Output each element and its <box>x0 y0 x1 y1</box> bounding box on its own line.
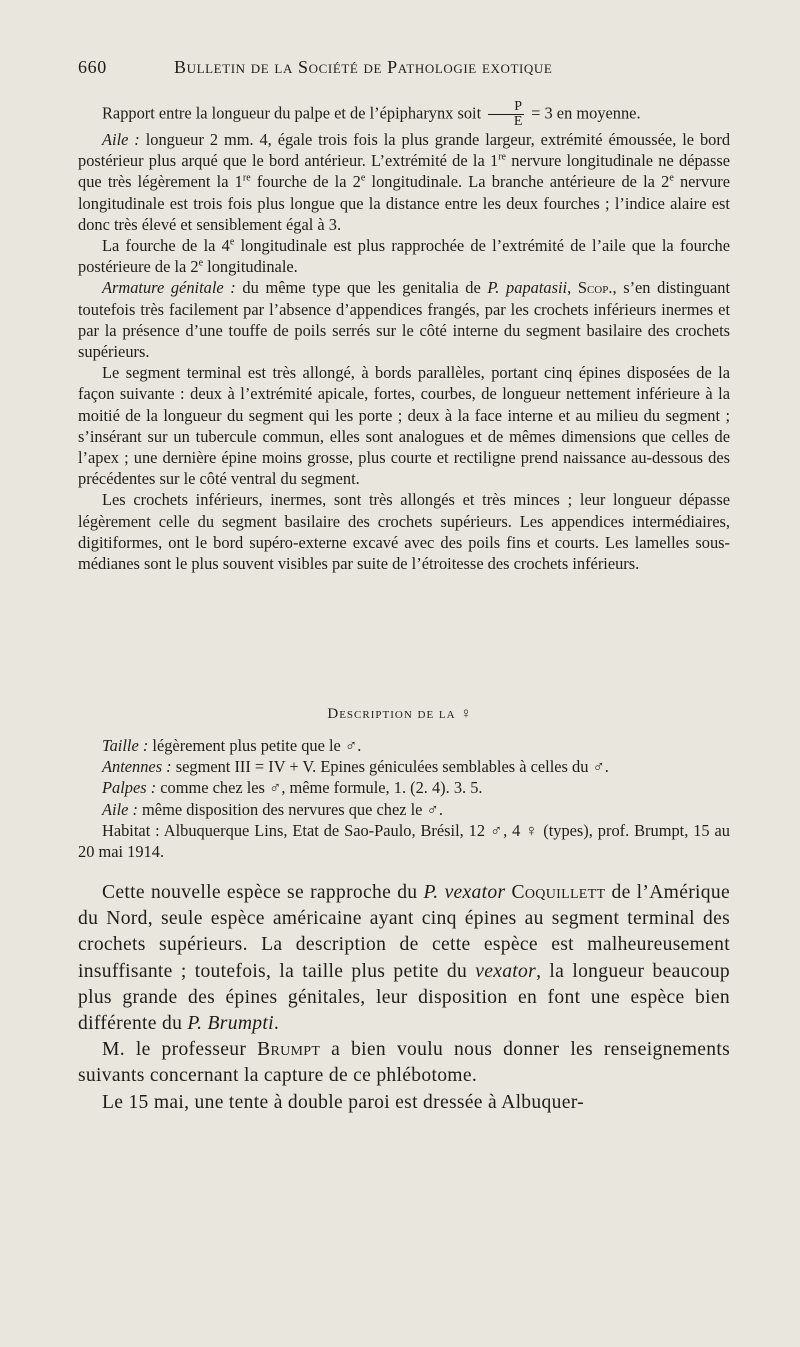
wing-paragraph: Aile : longueur 2 mm. 4, égale trois fois la plus grande largeur, extrémité émoussée, le bord postérieur plus arqué que le bord antérieur. L’extrémité de la 1re nervure longitudinale ne dépasse que très légèrement la 1re fourche de la 2e longitudinale. La branche antérieure de la 2e nervure longitudinale est trois fois plus longue que la distance entre les deux fourches ; l’indice alaire est donc très élevé et sensiblement égal à 3. <box>78 130 731 234</box>
female-description <box>78 735 730 862</box>
genitalia-paragraph: Armature génitale : du même type que les genitalia de P. papatasii, Scop., s’en distinguant toutefois très facilement par l’absence d’appendices frangés, par les crochets inférieurs inermes et par la présence d’une touffe de poils serrés sur le côté interne du segment basilaire des crochets supérieurs. <box>78 278 730 362</box>
running-head <box>78 57 733 85</box>
male-description <box>78 100 730 574</box>
genitalia-label: Armature génitale : <box>102 278 236 298</box>
palp-ratio-paragraph: Rapport entre la longueur du palpe et de l’épipharynx soit $\frac{P}{E}$ = 3 en moyenne. <box>102 99 641 129</box>
female-size: Taille : légèrement plus petite que le ♂. <box>102 736 362 755</box>
discussion <box>78 880 730 1116</box>
female-section-heading: Description de la ♀ <box>327 706 473 722</box>
wing-label: Aile : <box>102 130 140 149</box>
fork-paragraph: La fourche de la 4e longitudinale est plus rapprochée de l’extrémité de l’aile que la fourche postérieure de la 2e longitudinale. <box>78 236 730 277</box>
lower-hooks-paragraph: Les crochets inférieurs, inermes, sont très allongés et très minces ; leur longueur dépasse légèrement celle du segment basilaire des crochets supérieurs. Les appendices intermédiaires, digitiformes, ont le bord supéro-externe excavé avec des poils fins et courts. Les lamelles sous-médianes sont le plus souvent visibles par suite de l’étroitesse des crochets inférieurs. <box>78 490 730 574</box>
female-palps: Palpes : comme chez les ♂, même formule, 1. (2. 4). 3. 5. <box>102 778 483 798</box>
running-title: Bulletin de la Société de Pathologie exotique <box>174 57 553 77</box>
page-number: 660 <box>78 57 107 77</box>
female-wing: Aile : même disposition des nervures que chez le ♂. <box>102 799 443 819</box>
terminal-segment-paragraph: Le segment terminal est très allongé, à bords parallèles, portant cinq épines disposées de la façon suivante : deux à l’extrémité apicale, fortes, courbes, de longueur nettement inférieure à la moitié de la longueur du segment qui les porte ; deux à la face interne et au milieu du segment ; s’insérant sur un tubercule commun, elles sont analogues et de mêmes dimensions que celles de l’apex ; une dernière épine moins grosse, plus courte et rectiligne prend naissance au-dessous des précédentes sur le côté ventral du segment. <box>78 363 730 489</box>
discussion-paragraph-2: M. le professeur Brumpt a bien voulu nous donner les renseignements suivants concernant la capture de ce phlébotome. <box>78 1039 730 1087</box>
female-habitat: Habitat : Albuquerque Lins, Etat de Sao-Paulo, Brésil, 12 ♂, 4 ♀ (types), prof. Brumpt, 15 au 20 mai 1914. <box>78 820 730 862</box>
discussion-paragraph-3: Le 15 mai, une tente à double paroi est dressée à Albuquer- <box>102 1091 584 1113</box>
ratio-fraction: $\frac{P}{E}$ <box>488 100 524 129</box>
discussion-paragraph-1: Cette nouvelle espèce se rapproche du P. vexator Coquillett de l’Amérique du Nord, seule espèce américaine ayant cinq épines au segment terminal des crochets supérieurs. La description de cette espèce est malheureusement insuffisante ; toutefois, la taille plus petite du vexator, la longueur beaucoup plus grande des épines génitales, leur disposition en font une espèce bien différente du P. Brumpti. <box>78 882 731 1035</box>
female-antennae: Antennes : segment III = IV + V. Epines géniculées semblables à celles du ♂. <box>102 757 609 777</box>
